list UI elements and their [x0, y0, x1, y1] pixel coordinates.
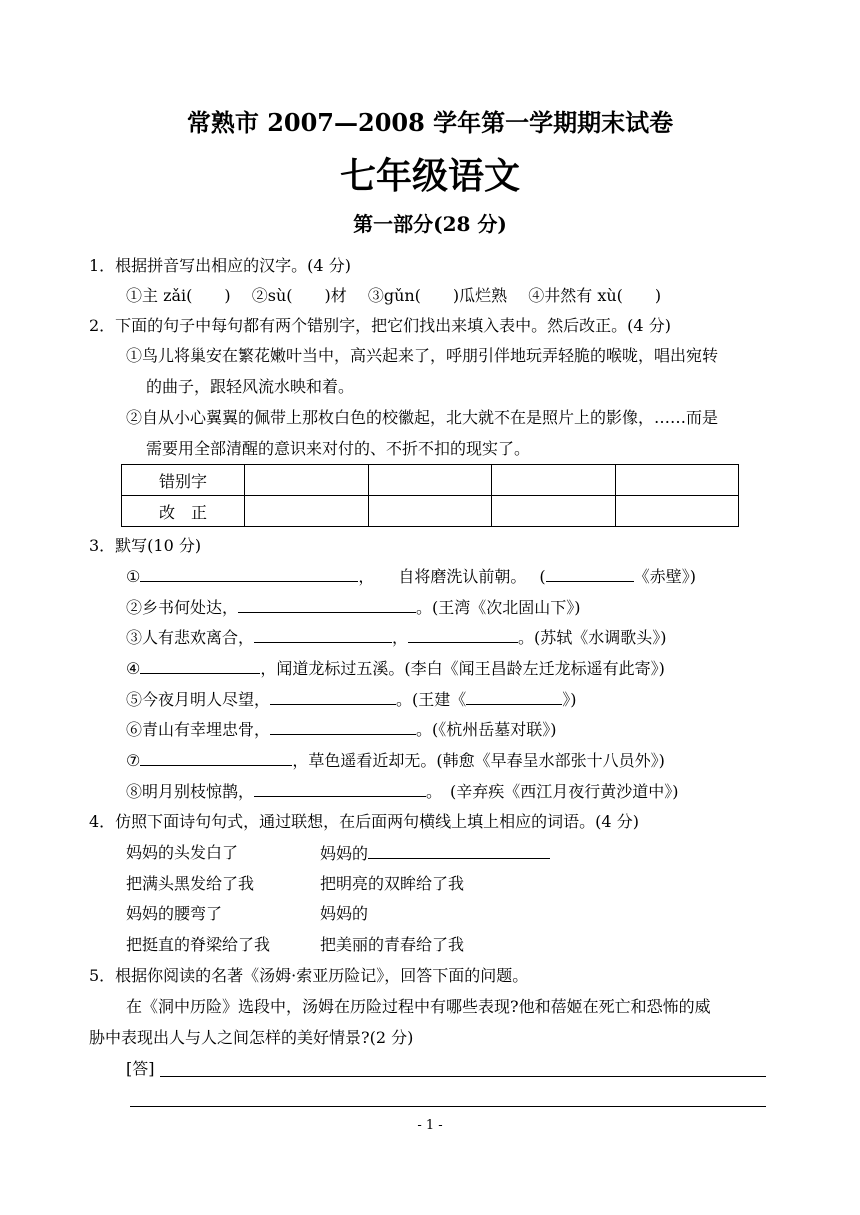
q5-paragraph: 在《洞中历险》选段中，汤姆在历险过程中有哪些表现?他和蓓姬在死亡和恐怖的威	[126, 997, 711, 1016]
line-text: ， 自将磨洗认前朝。 (	[358, 567, 546, 586]
table-cell[interactable]	[492, 465, 616, 496]
poem-right-2: 把明亮的双眸给了我	[320, 874, 465, 893]
fill-blank[interactable]	[270, 718, 416, 735]
table-cell[interactable]	[492, 496, 616, 527]
fill-blank[interactable]	[140, 749, 292, 766]
line-text: ⑦	[126, 751, 141, 770]
poem-left-3: 妈妈的腰弯了	[126, 904, 223, 923]
q3-stem: 3．默写(10 分)	[89, 536, 202, 555]
line-text: 妈妈的	[320, 844, 369, 863]
line-text: 。(苏轼《水调歌头》)	[518, 628, 667, 647]
line-text: 。(《杭州岳墓对联》)	[416, 720, 557, 739]
table-cell[interactable]	[368, 496, 492, 527]
poem-left-2: 把满头黑发给了我	[126, 874, 255, 893]
fill-blank[interactable]	[140, 565, 358, 582]
answer-line[interactable]	[130, 1106, 766, 1107]
answer-label: [答]	[126, 1059, 155, 1078]
answer-line[interactable]	[160, 1076, 766, 1077]
q3-line-7	[126, 749, 665, 772]
fill-blank[interactable]	[254, 626, 392, 643]
fill-blank[interactable]	[368, 842, 550, 859]
part-title: 第一部分(28 分)	[353, 212, 507, 236]
fill-blank[interactable]	[270, 688, 396, 705]
table-header-wrong: 错别字	[122, 465, 245, 496]
line-text: ②乡书何处达，	[126, 598, 239, 617]
line-text: ，	[392, 628, 409, 647]
q1-items: ①主 zǎi( ) ②sù( )材 ③gǔn( )瓜烂熟 ④井然有 xù( )	[126, 286, 662, 305]
q3-line-2	[126, 596, 581, 619]
line-text: ⑥青山有幸埋忠骨，	[126, 720, 271, 739]
line-text: 。 (辛弃疾《西江月夜行黄沙道中》)	[426, 782, 679, 801]
line-text: ①	[126, 567, 141, 586]
table-cell[interactable]	[245, 496, 369, 527]
q3-line-5	[126, 688, 577, 711]
fill-blank[interactable]	[140, 657, 260, 674]
fill-blank[interactable]	[546, 565, 634, 582]
q2-stem: 2．下面的句子中每句都有两个错别字，把它们找出来填入表中。然后改正。(4 分)	[89, 316, 671, 335]
poem-right-4: 把美丽的青春给了我	[320, 935, 465, 954]
q5-stem: 5．根据你阅读的名著《汤姆·索亚历险记》，回答下面的问题。	[89, 966, 529, 985]
line-text: ⑤今夜月明人尽望，	[126, 690, 271, 709]
q3-line-8	[126, 780, 679, 803]
fill-blank[interactable]	[254, 780, 426, 797]
line-text: ⑧明月别枝惊鹊，	[126, 782, 255, 801]
table-cell[interactable]	[615, 496, 739, 527]
line-text: 。(王建《	[396, 690, 467, 709]
page-number: - 1 -	[417, 1118, 443, 1133]
q2-sentence2: ②自从小心翼翼的佩带上那枚白色的校徽起，北大就不在是照片上的影像，……而是	[126, 408, 719, 427]
table-cell[interactable]	[245, 465, 369, 496]
poem-right-3: 妈妈的	[320, 904, 369, 923]
poem-right-1	[320, 842, 550, 865]
line-text: ，草色遥看近却无。(韩愈《早春呈水部张十八员外》)	[292, 751, 665, 770]
q3-line-4	[126, 657, 665, 680]
subject-title: 七年级语文	[339, 155, 520, 197]
q2-sentence1: ①鸟儿将巢安在繁花嫩叶当中，高兴起来了，呼朋引伴地玩弄轻脆的喉咙，唱出宛转	[126, 346, 719, 365]
fill-blank[interactable]	[466, 688, 562, 705]
table-row	[122, 496, 739, 527]
fill-blank[interactable]	[238, 596, 416, 613]
q5-paragraph-cont: 胁中表现出人与人之间怎样的美好情景?(2 分)	[89, 1028, 414, 1047]
line-text: ④	[126, 659, 141, 678]
q3-line-6	[126, 718, 557, 741]
q3-line-3	[126, 626, 667, 649]
table-header-correct: 改 正	[122, 496, 245, 527]
table-cell[interactable]	[368, 465, 492, 496]
poem-left-1: 妈妈的头发白了	[126, 843, 239, 862]
correction-table	[121, 464, 739, 527]
line-text: ，闻道龙标过五溪。(李白《闻王昌龄左迁龙标遥有此寄》)	[260, 659, 665, 678]
exam-title: 常熟市 2007—2008 学年第一学期期末试卷	[186, 108, 674, 137]
table-row	[122, 465, 739, 496]
line-text: 》)	[562, 690, 577, 709]
q4-stem: 4．仿照下面诗句句式，通过联想，在后面两句横线上填上相应的词语。(4 分)	[89, 812, 639, 831]
table-cell[interactable]	[615, 465, 739, 496]
poem-left-4: 把挺直的脊梁给了我	[126, 935, 271, 954]
q1-stem: 1．根据拼音写出相应的汉字。(4 分)	[89, 256, 351, 275]
line-text: ③人有悲欢离合，	[126, 628, 255, 647]
line-text: 《赤壁》)	[633, 567, 696, 586]
q2-sentence2-cont: 需要用全部清醒的意识来对付的、不折不扣的现实了。	[146, 439, 531, 458]
fill-blank[interactable]	[408, 626, 518, 643]
q2-sentence1-cont: 的曲子，跟轻风流水映和着。	[146, 377, 355, 396]
line-text: 。(王湾《次北固山下》)	[416, 598, 581, 617]
q3-line-1	[126, 565, 696, 588]
